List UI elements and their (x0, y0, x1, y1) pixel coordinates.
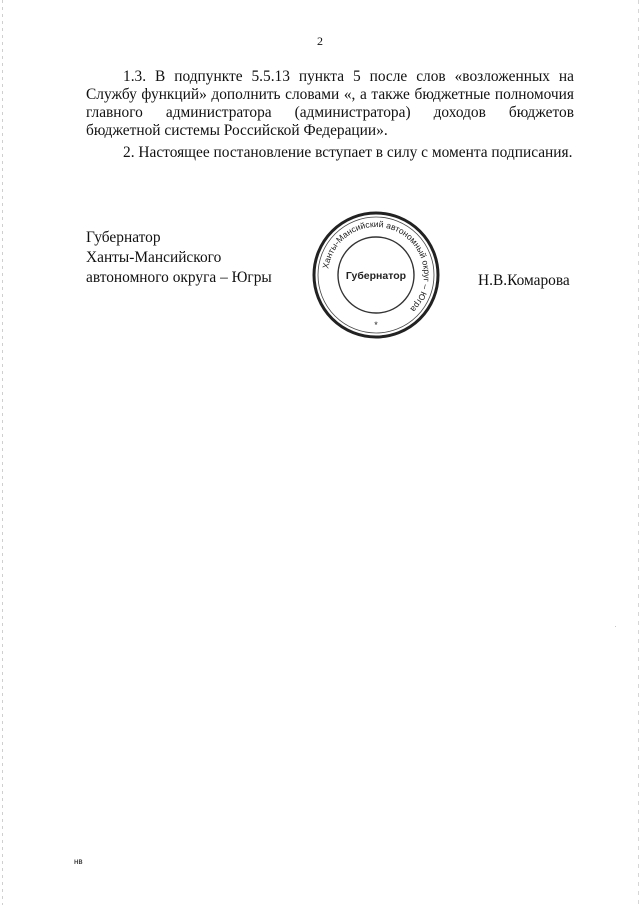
scan-speck (615, 626, 616, 627)
paragraph-amendment: 1.3. В подпункте 5.5.13 пункта 5 после слов «возложенных на Службу функций» дополнить словами «, а также бюджетные полномочия главного администратора (администратора) доходов бюджетов бюджетной системы Российской Федерации». (86, 68, 574, 139)
signatory-position-line: Ханты-Мансийского (86, 249, 222, 266)
page-edge-right (638, 0, 639, 905)
footer-mark: нв (74, 857, 83, 866)
document-body (86, 68, 574, 162)
seal-ring-text: Ханты-Мансийский автономный округ – Югра (320, 218, 433, 315)
seal-graphic (311, 210, 441, 340)
signatory-name: Н.В.Комарова (478, 272, 570, 289)
seal-center-text: Губернатор (345, 270, 407, 282)
signatory-position (86, 228, 272, 288)
page-edge-left (2, 0, 3, 905)
official-seal (311, 210, 441, 340)
paragraph-effective-date: 2. Настоящее постановление вступает в силу с момента подписания. (123, 144, 573, 161)
page-number: 2 (317, 34, 323, 48)
seal-star: * (374, 320, 378, 330)
signatory-position-line: автономного округа – Югры (86, 269, 272, 286)
signatory-position-line: Губернатор (86, 229, 161, 246)
